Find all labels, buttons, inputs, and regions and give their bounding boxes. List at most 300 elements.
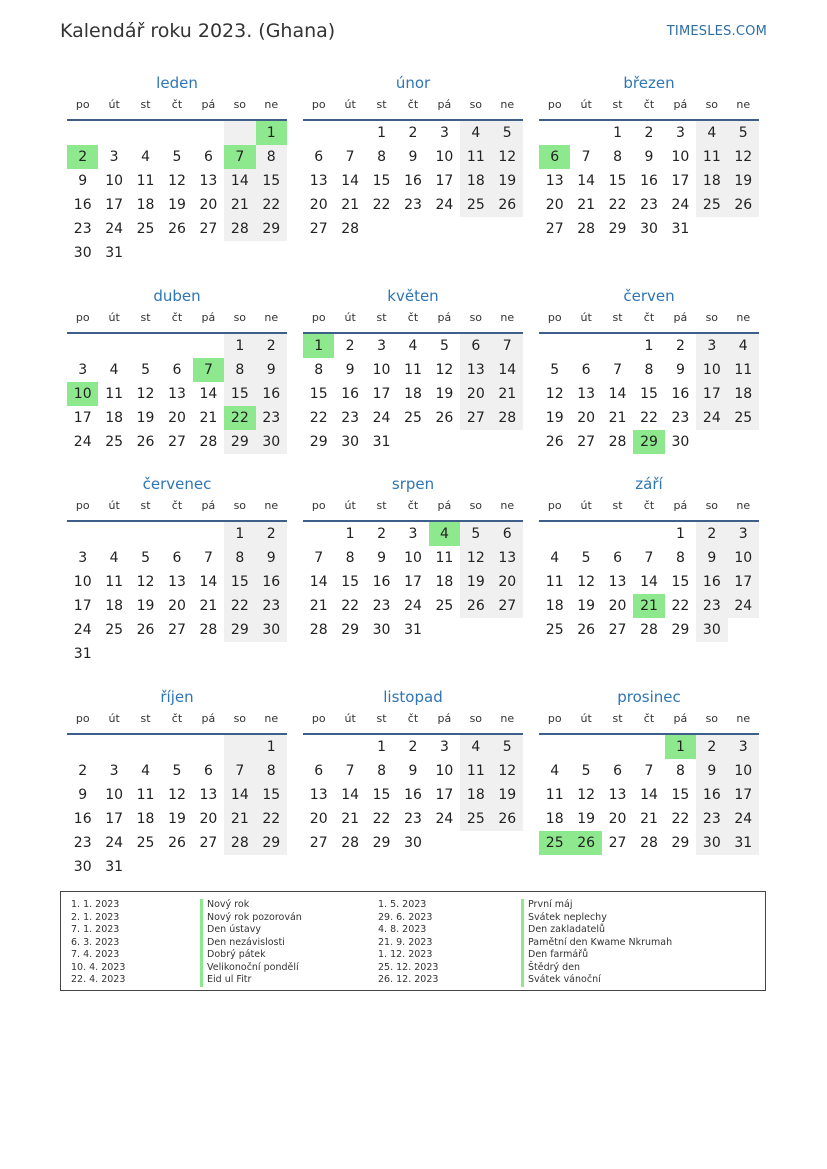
empty-cell <box>539 522 570 546</box>
day-cell: 14 <box>224 169 255 193</box>
weekday-label: pá <box>437 712 452 725</box>
day-cell: 5 <box>172 149 182 165</box>
page-title: Kalendář roku 2023. (Ghana) <box>60 20 336 42</box>
week-row <box>539 430 759 454</box>
day-cell: 14 <box>199 386 218 402</box>
day-cell: 21 <box>577 197 596 213</box>
weekday-label: po <box>547 98 562 111</box>
day-cell: 10 <box>404 550 422 566</box>
day-cell: 26 <box>460 594 491 618</box>
week-row <box>539 382 759 406</box>
legend-holiday-name: Velikonoční pondělí <box>200 962 302 975</box>
week-row <box>303 382 523 406</box>
day-cell: 19 <box>728 169 759 193</box>
day-cell: 7 <box>224 145 255 169</box>
day-cell: 15 <box>256 169 287 193</box>
day-cell: 24 <box>435 811 454 827</box>
day-cell: 4 <box>408 338 418 354</box>
weekday-label: út <box>580 712 592 725</box>
day-cell: 24 <box>696 406 727 430</box>
weekday-label: čt <box>643 712 655 725</box>
day-cell: 2 <box>644 125 654 141</box>
day-cell: 22 <box>309 410 328 426</box>
day-cell: 1 <box>224 334 255 358</box>
empty-cell <box>460 430 491 454</box>
day-cell: 8 <box>256 759 287 783</box>
week-row <box>303 618 523 642</box>
day-cell: 3 <box>109 763 119 779</box>
month-2 <box>303 73 523 241</box>
empty-cell <box>303 121 334 145</box>
day-cell: 11 <box>460 759 491 783</box>
day-cell: 30 <box>73 245 92 261</box>
day-cell: 17 <box>73 410 92 426</box>
day-cell: 12 <box>728 145 759 169</box>
weekday-label: čt <box>171 712 183 725</box>
day-cell: 30 <box>696 831 727 855</box>
day-cell: 14 <box>199 574 218 590</box>
empty-cell <box>193 855 224 879</box>
day-cell: 25 <box>105 434 124 450</box>
empty-cell <box>570 334 601 358</box>
empty-cell <box>193 334 224 358</box>
day-cell: 12 <box>168 173 186 189</box>
empty-cell <box>130 855 161 879</box>
empty-cell <box>602 334 633 358</box>
day-cell: 26 <box>136 434 155 450</box>
day-cell: 1 <box>303 334 334 358</box>
weekday-label: pá <box>673 311 688 324</box>
day-cell: 10 <box>67 382 98 406</box>
week-row <box>539 735 759 759</box>
day-cell: 14 <box>341 787 360 803</box>
week-row <box>67 430 287 454</box>
day-cell: 15 <box>671 787 690 803</box>
day-cell: 27 <box>577 434 596 450</box>
empty-cell <box>334 735 365 759</box>
weekday-label: ne <box>736 98 751 111</box>
month-name: říjen <box>160 688 194 706</box>
day-cell: 24 <box>728 594 759 618</box>
legend-date: 7. 1. 2023 <box>71 924 120 935</box>
day-cell: 23 <box>256 406 287 430</box>
weekday-label: st <box>376 712 387 725</box>
day-cell: 10 <box>728 759 759 783</box>
day-cell: 31 <box>671 221 690 237</box>
weekday-label: út <box>344 98 356 111</box>
weekday-label: ne <box>264 98 279 111</box>
empty-cell <box>570 522 601 546</box>
day-cell: 5 <box>172 763 182 779</box>
empty-cell <box>67 334 98 358</box>
weekday-label: po <box>311 98 326 111</box>
day-cell: 24 <box>73 622 92 638</box>
day-cell: 24 <box>372 410 391 426</box>
day-cell: 9 <box>78 787 88 803</box>
day-cell: 10 <box>73 574 92 590</box>
week-row <box>303 169 523 193</box>
day-cell: 22 <box>608 197 627 213</box>
day-cell: 21 <box>199 598 218 614</box>
day-cell: 27 <box>492 594 523 618</box>
day-cell: 10 <box>671 149 690 165</box>
day-cell: 16 <box>341 386 360 402</box>
day-cell: 7 <box>345 763 355 779</box>
day-cell: 20 <box>168 410 186 426</box>
day-cell: 14 <box>640 787 658 803</box>
day-cell: 2 <box>696 735 727 759</box>
week-row <box>67 193 287 217</box>
day-cell: 29 <box>256 217 287 241</box>
empty-cell <box>161 241 192 265</box>
day-cell: 23 <box>671 410 690 426</box>
weekday-header <box>303 709 523 735</box>
week-row <box>539 618 759 642</box>
day-cell: 13 <box>460 358 491 382</box>
weekday-label: st <box>140 98 151 111</box>
empty-cell <box>492 430 523 454</box>
week-row <box>539 193 759 217</box>
day-cell: 4 <box>109 550 119 566</box>
weekday-label: so <box>705 712 719 725</box>
day-cell: 13 <box>309 173 328 189</box>
day-cell: 5 <box>439 338 449 354</box>
day-cell: 5 <box>492 121 523 145</box>
day-cell: 20 <box>608 598 627 614</box>
empty-cell <box>492 831 523 855</box>
weekday-label: pá <box>673 98 688 111</box>
day-cell: 19 <box>136 598 155 614</box>
weekday-label: pá <box>673 499 688 512</box>
day-cell: 29 <box>341 622 360 638</box>
weekday-label: pá <box>437 311 452 324</box>
week-row <box>303 570 523 594</box>
day-cell: 2 <box>345 338 355 354</box>
day-cell: 26 <box>168 835 186 851</box>
day-cell: 5 <box>141 550 151 566</box>
day-cell: 22 <box>224 594 255 618</box>
weekday-label: st <box>140 499 151 512</box>
empty-cell <box>539 334 570 358</box>
weekday-label: st <box>140 712 151 725</box>
day-cell: 30 <box>256 430 287 454</box>
day-cell: 24 <box>73 434 92 450</box>
day-cell: 15 <box>256 783 287 807</box>
day-cell: 5 <box>550 362 560 378</box>
empty-cell <box>161 522 192 546</box>
empty-cell <box>130 334 161 358</box>
empty-cell <box>193 241 224 265</box>
weekday-label: čt <box>171 98 183 111</box>
day-cell: 9 <box>78 173 88 189</box>
day-cell: 19 <box>577 598 596 614</box>
day-cell: 28 <box>199 622 218 638</box>
day-cell: 28 <box>608 434 627 450</box>
weekday-header <box>67 308 287 334</box>
week-row <box>67 382 287 406</box>
day-cell: 28 <box>224 217 255 241</box>
day-cell: 26 <box>492 807 523 831</box>
day-cell: 26 <box>435 410 454 426</box>
empty-cell <box>397 217 428 241</box>
weekday-label: so <box>233 98 247 111</box>
day-cell: 13 <box>608 787 627 803</box>
week-row <box>303 193 523 217</box>
empty-cell <box>224 642 255 666</box>
month-1 <box>67 73 287 265</box>
day-cell: 10 <box>105 173 124 189</box>
week-row <box>67 735 287 759</box>
day-cell: 2 <box>408 739 418 755</box>
day-cell: 23 <box>256 594 287 618</box>
week-row <box>303 358 523 382</box>
day-cell: 3 <box>675 125 685 141</box>
empty-cell <box>193 735 224 759</box>
day-cell: 1 <box>256 121 287 145</box>
week-row <box>539 145 759 169</box>
day-cell: 19 <box>435 386 454 402</box>
day-cell: 8 <box>224 546 255 570</box>
day-cell: 25 <box>404 410 422 426</box>
weekday-label: út <box>344 311 356 324</box>
day-cell: 29 <box>224 618 255 642</box>
day-cell: 17 <box>105 811 124 827</box>
weekday-label: čt <box>643 98 655 111</box>
day-cell: 25 <box>460 193 491 217</box>
day-cell: 12 <box>136 574 155 590</box>
weekday-header <box>303 308 523 334</box>
month-11 <box>303 687 523 855</box>
day-cell: 8 <box>377 149 387 165</box>
day-cell: 4 <box>460 735 491 759</box>
empty-cell <box>633 522 664 546</box>
day-cell: 22 <box>372 197 391 213</box>
empty-cell <box>98 642 129 666</box>
day-cell: 1 <box>377 125 387 141</box>
month-3 <box>539 73 759 241</box>
day-cell: 28 <box>199 434 218 450</box>
empty-cell <box>193 522 224 546</box>
week-row <box>303 334 523 358</box>
day-cell: 13 <box>492 546 523 570</box>
day-cell: 3 <box>109 149 119 165</box>
empty-cell <box>256 855 287 879</box>
weekday-header <box>539 709 759 735</box>
day-cell: 10 <box>435 149 454 165</box>
weekday-label: ne <box>736 311 751 324</box>
day-cell: 4 <box>696 121 727 145</box>
day-cell: 4 <box>141 149 151 165</box>
week-row <box>539 831 759 855</box>
legend-date: 6. 3. 2023 <box>71 936 120 948</box>
weekday-label: po <box>547 311 562 324</box>
day-cell: 18 <box>696 169 727 193</box>
day-cell: 20 <box>309 811 328 827</box>
day-cell: 6 <box>613 763 623 779</box>
day-cell: 31 <box>372 434 391 450</box>
day-cell: 13 <box>608 574 627 590</box>
day-cell: 18 <box>105 410 124 426</box>
day-cell: 20 <box>545 197 564 213</box>
day-cell: 15 <box>372 787 391 803</box>
empty-cell <box>67 735 98 759</box>
day-cell: 27 <box>168 622 186 638</box>
week-row <box>539 217 759 241</box>
weekday-header <box>67 496 287 522</box>
day-cell: 15 <box>224 382 255 406</box>
day-cell: 3 <box>728 522 759 546</box>
legend-date: 7. 4. 2023 <box>71 949 120 960</box>
weekday-label: ne <box>500 98 515 111</box>
empty-cell <box>539 121 570 145</box>
weekday-label: st <box>612 712 623 725</box>
week-row <box>67 217 287 241</box>
day-cell: 14 <box>341 173 360 189</box>
day-cell: 14 <box>608 386 627 402</box>
weekday-label: st <box>612 98 623 111</box>
day-cell: 15 <box>372 173 391 189</box>
day-cell: 16 <box>640 173 658 189</box>
empty-cell <box>130 642 161 666</box>
day-cell: 30 <box>671 434 690 450</box>
month-name: červenec <box>142 475 212 493</box>
weekday-label: so <box>469 98 483 111</box>
day-cell: 28 <box>577 221 596 237</box>
day-cell: 12 <box>492 759 523 783</box>
day-cell: 16 <box>671 386 690 402</box>
month-7 <box>67 474 287 666</box>
day-cell: 11 <box>136 173 155 189</box>
empty-cell <box>161 334 192 358</box>
week-row <box>67 546 287 570</box>
weekday-label: po <box>75 499 90 512</box>
weekday-label: čt <box>643 499 655 512</box>
day-cell: 4 <box>141 763 151 779</box>
day-cell: 28 <box>341 835 360 851</box>
weekday-label: so <box>469 499 483 512</box>
weekday-label: pá <box>201 311 216 324</box>
week-row <box>539 522 759 546</box>
day-cell: 10 <box>696 358 727 382</box>
day-cell: 3 <box>439 739 449 755</box>
day-cell: 25 <box>539 831 570 855</box>
weekday-label: po <box>75 311 90 324</box>
empty-cell <box>602 522 633 546</box>
day-cell: 11 <box>136 787 155 803</box>
weekday-label: čt <box>407 712 419 725</box>
day-cell: 1 <box>644 338 654 354</box>
day-cell: 13 <box>168 574 186 590</box>
day-cell: 21 <box>341 197 360 213</box>
weekday-label: so <box>469 311 483 324</box>
day-cell: 14 <box>492 358 523 382</box>
day-cell: 27 <box>608 835 627 851</box>
legend-holiday-name: Svátek neplechy <box>521 912 672 925</box>
day-cell: 6 <box>613 550 623 566</box>
day-cell: 31 <box>404 622 422 638</box>
week-row <box>303 430 523 454</box>
day-cell: 19 <box>577 811 596 827</box>
day-cell: 21 <box>309 598 328 614</box>
day-cell: 24 <box>105 835 124 851</box>
day-cell: 2 <box>675 338 685 354</box>
week-row <box>67 121 287 145</box>
legend-date: 26. 12. 2023 <box>378 974 439 985</box>
empty-cell <box>633 735 664 759</box>
weekday-label: čt <box>407 98 419 111</box>
day-cell: 27 <box>545 221 564 237</box>
legend-holiday-name: Pamětní den Kwame Nkrumah <box>521 937 672 950</box>
legend-dates-right <box>378 899 438 987</box>
day-cell: 15 <box>671 574 690 590</box>
legend-holiday-name: Svátek vánoční <box>521 974 672 987</box>
day-cell: 20 <box>577 410 596 426</box>
day-cell: 15 <box>224 570 255 594</box>
day-cell: 1 <box>256 735 287 759</box>
legend-date: 25. 12. 2023 <box>378 961 439 973</box>
day-cell: 18 <box>728 382 759 406</box>
day-cell: 10 <box>372 362 391 378</box>
day-cell: 6 <box>314 763 324 779</box>
legend-holiday-name: Den ústavy <box>200 924 302 937</box>
weekday-label: ne <box>736 712 751 725</box>
day-cell: 6 <box>314 149 324 165</box>
day-cell: 2 <box>408 125 418 141</box>
day-cell: 12 <box>577 574 596 590</box>
day-cell: 27 <box>460 406 491 430</box>
day-cell: 3 <box>78 362 88 378</box>
site-link[interactable]: TIMESLES.COM <box>666 24 767 39</box>
empty-cell <box>67 522 98 546</box>
week-row <box>67 570 287 594</box>
day-cell: 23 <box>696 807 727 831</box>
weekday-header <box>303 95 523 121</box>
day-cell: 14 <box>309 574 328 590</box>
day-cell: 12 <box>577 787 596 803</box>
day-cell: 15 <box>608 173 627 189</box>
day-cell: 25 <box>545 622 564 638</box>
legend-date: 1. 1. 2023 <box>71 899 120 910</box>
day-cell: 13 <box>168 386 186 402</box>
month-9 <box>539 474 759 642</box>
week-row <box>67 241 287 265</box>
empty-cell <box>303 735 334 759</box>
day-cell: 3 <box>78 550 88 566</box>
day-cell: 25 <box>460 807 491 831</box>
day-cell: 11 <box>404 362 422 378</box>
weekday-label: út <box>344 712 356 725</box>
weekday-label: st <box>140 311 151 324</box>
day-cell: 21 <box>224 807 255 831</box>
weekday-label: čt <box>643 311 655 324</box>
weekday-label: so <box>233 712 247 725</box>
week-row <box>539 546 759 570</box>
month-5 <box>303 286 523 454</box>
day-cell: 30 <box>404 835 422 851</box>
empty-cell <box>429 618 460 642</box>
day-cell: 4 <box>550 763 560 779</box>
day-cell: 17 <box>73 598 92 614</box>
day-cell: 11 <box>105 574 124 590</box>
day-cell: 21 <box>224 193 255 217</box>
day-cell: 23 <box>341 410 360 426</box>
day-cell: 29 <box>671 622 690 638</box>
month-name: únor <box>395 74 431 92</box>
day-cell: 20 <box>199 811 218 827</box>
week-row <box>303 594 523 618</box>
week-row <box>67 783 287 807</box>
day-cell: 22 <box>341 598 360 614</box>
